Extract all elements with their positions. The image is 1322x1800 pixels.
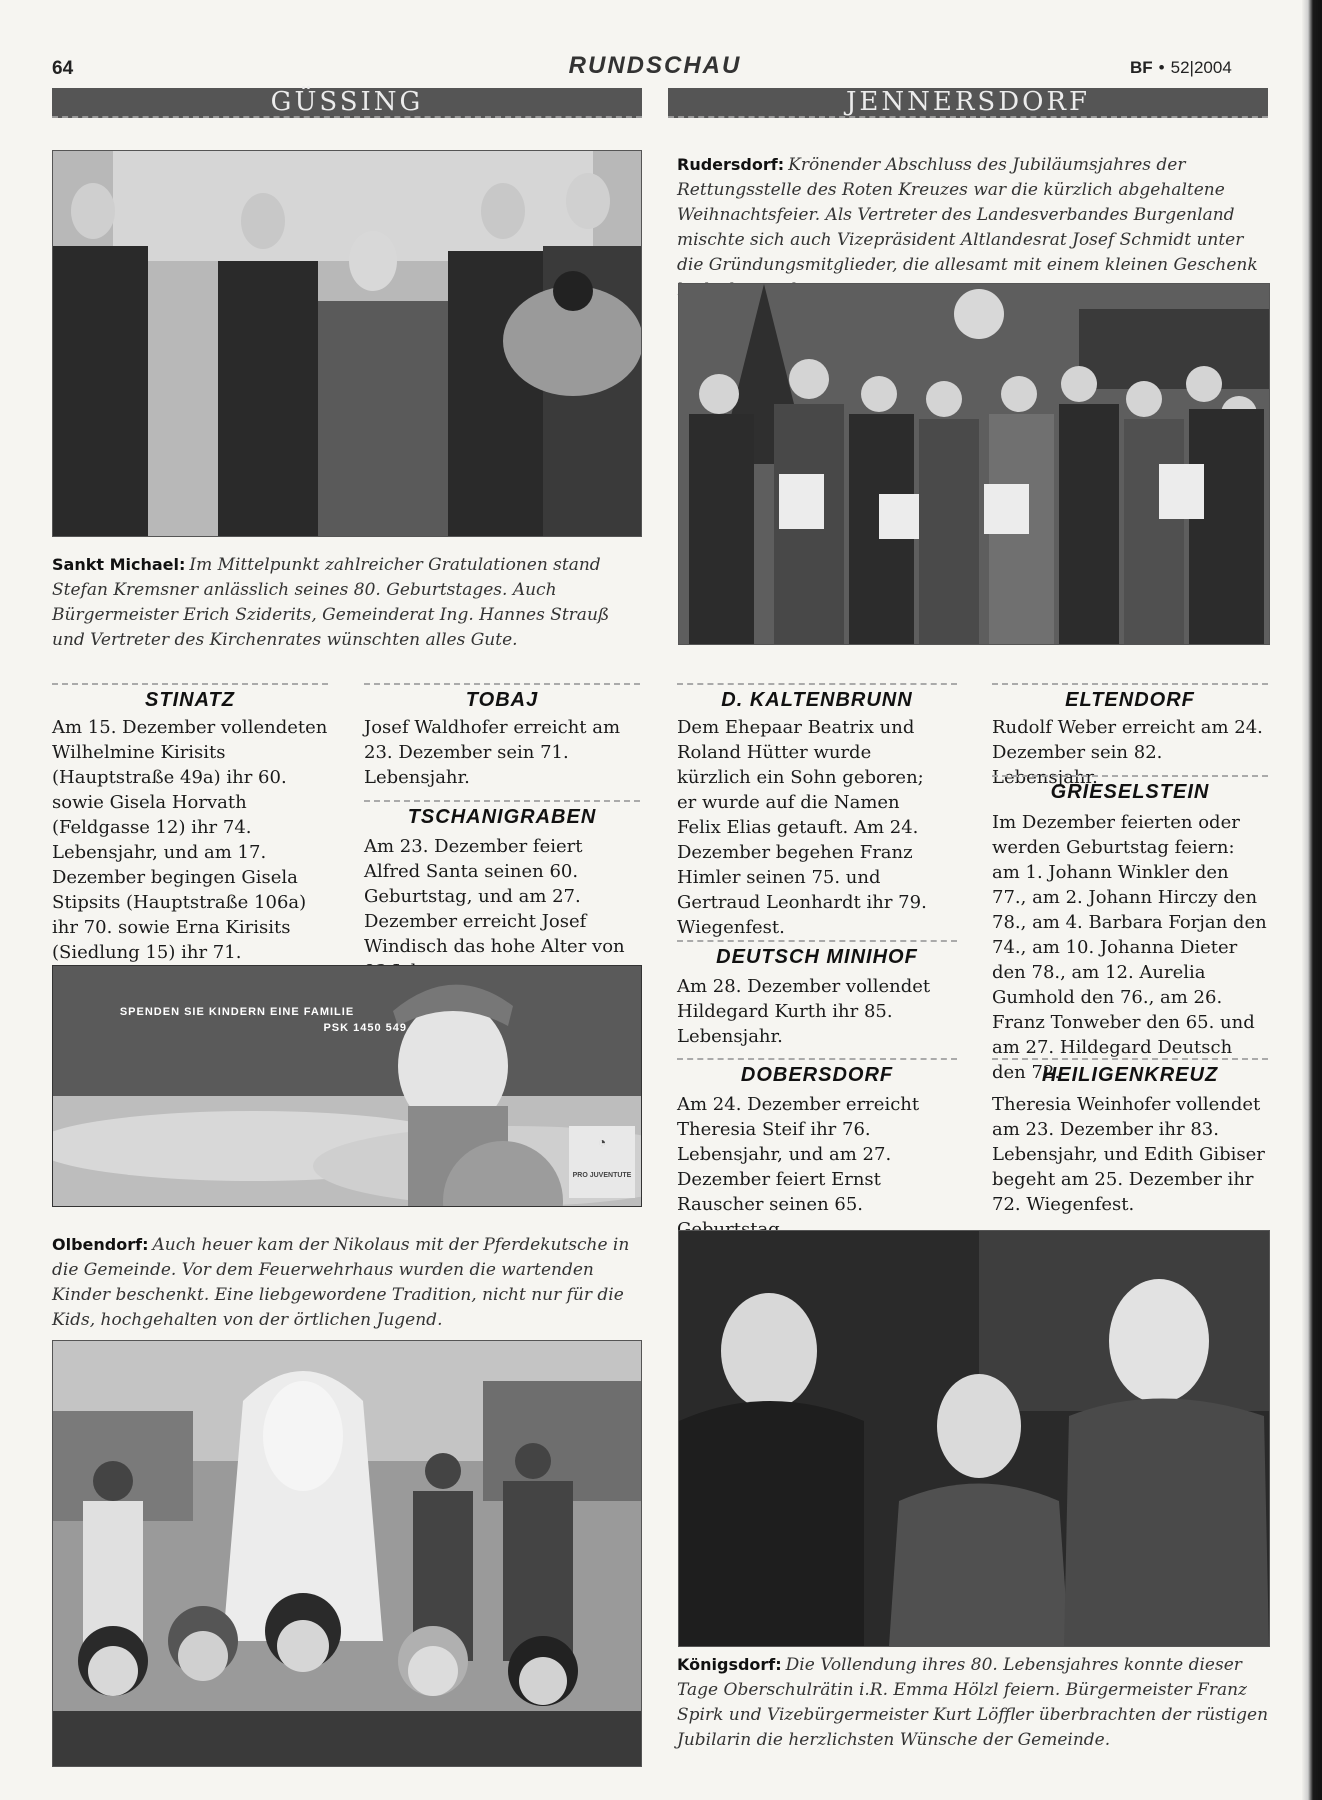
caption-koenigsdorf [677,1653,1269,1753]
section-title-tschanigraben: TSCHANIGRABEN [364,800,640,829]
section-text-eltendorf: Rudolf Weber erreicht am 24. Dezember sein 82. Lebensjahr. [992,717,1263,788]
caption-rudersdorf [677,153,1269,303]
ad-background-image [53,966,641,1206]
photo-rudersdorf [678,283,1270,645]
section-title-kaltenbrunn: D. KALTENBRUNN [677,683,957,712]
section-title-stinatz: STINATZ [52,683,328,712]
masthead: RUNDSCHAU [568,52,742,79]
section-text-tschanigraben: Am 23. Dezember feiert Alfred Santa seinen 60. Geburtstag, und am 27. Dezember erreicht Josef Windisch das hohe Alter von [364,836,625,957]
issue-info [1130,58,1232,78]
section-text-dobersdorf: Am 24. Dezember erreicht Theresia Steif ihr 76. Lebensjahr, und am 27. Dezember feiert Ernst Rauscher seinen 65. [677,1094,920,1215]
ad-logo-text: PRO JUVENTUTE [572,1172,632,1179]
section-text-grieselstein: Im Dezember feierten oder werden Geburtstag feiern: am 1. Johann Winkler den 77., am 2. Johann Hirczy den 78., am 4. Barbara Forjan den 74., am 10. Johanna Dieter den 78., am 12. Aurelia Gumhold den 76., am 26. Franz Tonweber den 65. und am 27. Hildegard Deutsch den 72. [992,812,1267,1083]
section-text-stinatz: Am 15. Dezember vollendeten Wilhelmine Kirisits (Hauptstraße 49a) ihr 60. sowie Gisela Horvath (Feldgasse 12) ihr 74. Lebensjahr, und am 17. Dezember begingen Gisela Stipsits (Hauptstraße 106a) ihr 70. sowie Erna Kirisits (Siedlung 15) ihr 71. [52,717,328,963]
ad-pro-juventute [52,965,642,1207]
section-text-kaltenbrunn: Dem Ehepaar Beatrix und Roland Hütter wurde kürzlich ein Sohn geboren; er wurde auf die Namen Felix Elias getauft. Am 24. Dezember begehen Franz Himler seinen 75. und Gertraud Leonhardt ihr 79. Wiegenfest. [677,717,927,938]
caption-place: Sankt Michael: [52,555,186,574]
section-text-deutsch-minihof: Am 28. Dezember vollendet Hildegard Kurth ihr 85. Lebensjahr. [677,976,931,1047]
caption-text: Im Mittelpunkt zahlreicher Gratulationen stand Stefan Kremsner anlässlich seines 80. Geburtstages. Auch Bürgermeister Erich Sziderits, Gemeinderat Ing. Hannes Strauß und Vertreter des Kirchenrates wünschten alles Gute. [52,555,610,650]
section-bar-jennersdorf: JENNERSDORF [668,88,1268,118]
issue-separator: • [1158,58,1165,77]
photo-olbendorf [52,1340,642,1767]
photo-koenigsdorf [678,1230,1270,1647]
caption-text: Die Vollendung ihres 80. Lebensjahres konnte dieser Tage Oberschulrätin i.R. Emma Hölzl feiern. Bürgermeister Franz Spirk und Vizebürgermeister Kurt Löffler überbrachten der rüstigen Jubilarin die herzlichsten Wünsche der Gemeinde. [677,1655,1269,1750]
section-title-deutsch-minihof: DEUTSCH MINIHOF [677,940,957,969]
section-title-eltendorf: ELTENDORF [992,683,1268,712]
caption-place: Olbendorf: [52,1235,149,1254]
ad-line-2: PSK 1450 549 [323,1022,407,1034]
section-text-heiligenkreuz: Theresia Weinhofer vollendet am 23. Dezember ihr 83. Lebensjahr, und Edith Gibiser begeht am 25. Dezember ihr 72. Wiegenfest. [992,1094,1265,1215]
ad-logo [569,1126,635,1198]
ad-slogan [67,1004,407,1036]
section-title-heiligenkreuz: HEILIGENKREUZ [992,1058,1268,1087]
page-number: 64 [52,58,74,79]
caption-olbendorf [52,1233,640,1333]
section-text-tobaj: Josef Waldhofer erreicht am 23. Dezember sein 71. Lebensjahr. [364,717,621,788]
photo-sankt-michael [52,150,642,537]
page-edge-shadow [1302,0,1322,1800]
caption-text: Auch heuer kam der Nikolaus mit der Pferdekutsche in die Gemeinde. Vor dem Feuerwehrhaus wurden die wartenden Kinder beschenkt. Eine liebgewordene Tradition, nicht nur für die Kids, hochgehalten von der örtlichen Jugend. [52,1235,630,1330]
caption-sankt-michael [52,553,640,653]
section-title-tobaj: TOBAJ [364,683,640,712]
issue-number: 52|2004 [1170,58,1232,77]
publication-name: BF [1130,58,1153,77]
caption-text: Krönender Abschluss des Jubiläumsjahres der Rettungsstelle des Roten Kreuzes war die kürzlich abgehaltene Weihnachtsfeier. Als Vertreter des Landesverbandes Burgenland mischte sich auch Vizepräsident Altlandesrat Josef Schmidt unter die Gründungsmitglieder, die allesamt mit einem kleinen Geschenk [677,155,1258,275]
section-title-grieselstein: GRIESELSTEIN [992,775,1268,804]
section-bar-guessing: GÜSSING [52,88,642,118]
section-title-dobersdorf: DOBERSDORF [677,1058,957,1087]
caption-place: Rudersdorf: [677,155,785,174]
ad-line-1: SPENDEN SIE KINDERN EINE FAMILIE [119,1006,355,1018]
ad-logo-icon: ◔ [597,1134,607,1150]
caption-place: Königsdorf: [677,1655,782,1674]
